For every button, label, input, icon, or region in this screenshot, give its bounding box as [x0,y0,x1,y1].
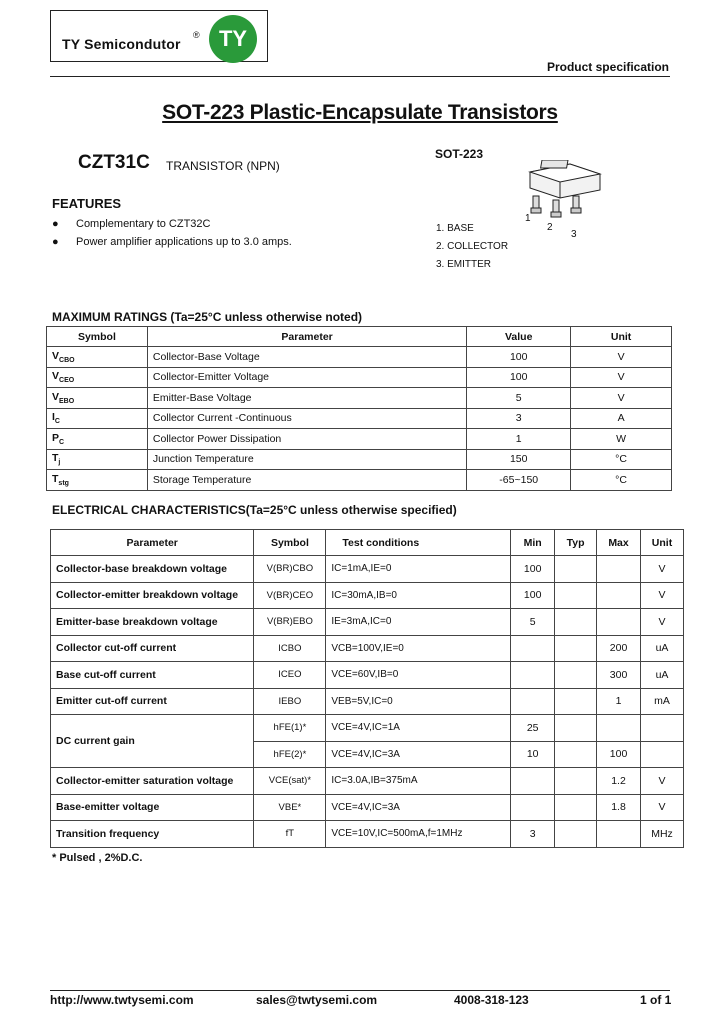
unit-cell: mA [641,688,684,715]
max-cell [597,556,641,583]
col-header: Max [597,530,641,556]
parameter-cell: Collector-emitter breakdown voltage [51,582,254,609]
typ-cell [555,609,597,636]
parameter-cell: Storage Temperature [147,470,466,491]
parameter-cell: Collector-emitter saturation voltage [51,768,254,795]
parameter-cell: Emitter cut-off current [51,688,254,715]
unit-cell: V [641,609,684,636]
footer-divider [50,990,670,991]
symbol-cell: VCE(sat)* [254,768,326,795]
value-cell: 1 [467,429,571,450]
symbol-cell: V(BR)CBO [254,556,326,583]
symbol-cell [47,449,148,470]
max-cell: 300 [597,662,641,689]
table-row [51,821,684,848]
condition-cell: IE=3mA,IC=0 [326,609,511,636]
symbol-cell: fT [254,821,326,848]
header-divider [50,76,670,77]
value-cell: -65~150 [467,470,571,491]
typ-cell [555,715,597,742]
table-row [51,688,684,715]
condition-cell: VEB=5V,IC=0 [326,688,511,715]
unit-cell: V [571,367,672,388]
footer-email-link[interactable]: sales@twtysemi.com [256,993,378,1007]
table-header-row [51,530,684,556]
min-cell: 100 [511,556,555,583]
condition-cell: VCE=10V,IC=500mA,f=1MHz [326,821,511,848]
max-cell: 1 [597,688,641,715]
symbol-cell: IEBO [254,688,326,715]
min-cell [511,768,555,795]
table-row [51,582,684,609]
symbol-cell: hFE(2)* [254,741,326,768]
footer-page-number: 1 of 1 [640,993,672,1007]
symbol-cell [47,347,148,368]
unit-cell: V [641,582,684,609]
col-header: Min [511,530,555,556]
condition-cell: VCB=100V,IE=0 [326,635,511,662]
parameter-cell: Collector cut-off current [51,635,254,662]
col-header: Symbol [47,327,148,347]
min-cell [511,635,555,662]
value-cell: 3 [467,408,571,429]
max-cell [597,582,641,609]
bullet-icon: ● [52,236,59,248]
unit-cell: A [571,408,672,429]
symbol-cell [47,388,148,409]
footer-phone: 4008-318-123 [454,993,529,1007]
condition-cell: IC=1mA,IE=0 [326,556,511,583]
min-cell: 25 [511,715,555,742]
max-ratings-heading: MAXIMUM RATINGS (Ta=25°C unless otherwise noted) [52,310,363,324]
condition-cell: VCE=4V,IC=1A [326,715,511,742]
max-cell [597,821,641,848]
symbol-subscript: C [54,418,60,426]
symbol-cell [47,408,148,429]
symbol-text: T [52,452,59,465]
typ-cell [555,635,597,662]
electrical-heading: ELECTRICAL CHARACTERISTICS(Ta=25°C unless otherwise specified) [52,503,457,517]
symbol-subscript: CBO [59,356,75,364]
symbol-text: T [52,472,59,485]
typ-cell [555,556,597,583]
table-row [51,794,684,821]
typ-cell [555,768,597,795]
table-row [51,768,684,795]
table-row [51,609,684,636]
symbol-cell: V(BR)EBO [254,609,326,636]
value-cell: 150 [467,449,571,470]
document-title: SOT-223 Plastic-Encapsulate Transistors [162,101,558,124]
parameter-cell: Base-emitter voltage [51,794,254,821]
parameter-cell: Collector-Emitter Voltage [147,367,466,388]
max-ratings-table [46,326,672,491]
parameter-cell: Collector-Base Voltage [147,347,466,368]
table-row [51,556,684,583]
typ-cell [555,821,597,848]
parameter-cell: Base cut-off current [51,662,254,689]
symbol-text: P [52,431,60,444]
footer-website-link[interactable]: http://www.twtysemi.com [50,993,194,1007]
symbol-text: V [52,370,60,383]
pin-number-1: 1 [525,213,531,224]
electrical-table [50,529,684,848]
unit-cell: V [641,556,684,583]
feature-item [52,218,211,230]
typ-cell [555,741,597,768]
unit-cell: V [641,794,684,821]
typ-cell [555,688,597,715]
parameter-cell: Emitter-Base Voltage [147,388,466,409]
min-cell: 100 [511,582,555,609]
parameter-cell: Collector Power Dissipation [147,429,466,450]
table-row [51,715,684,742]
symbol-cell [47,367,148,388]
max-cell: 1.2 [597,768,641,795]
unit-cell: V [641,768,684,795]
min-cell [511,688,555,715]
unit-cell: °C [571,449,672,470]
unit-cell: uA [641,635,684,662]
col-header: Test conditions [326,530,511,556]
table-row [51,635,684,662]
min-cell: 10 [511,741,555,768]
table-row [47,388,672,409]
parameter-cell: Junction Temperature [147,449,466,470]
pulsed-note: * Pulsed , 2%D.C. [52,852,143,864]
part-type: TRANSISTOR (NPN) [166,159,280,173]
typ-cell [555,582,597,609]
value-cell: 100 [467,367,571,388]
value-cell: 100 [467,347,571,368]
table-row [47,408,672,429]
features-heading: FEATURES [52,196,122,211]
condition-cell: VCE=4V,IC=3A [326,741,511,768]
unit-cell: V [571,347,672,368]
company-name: TY Semicondutor [62,36,181,52]
unit-cell [641,741,684,768]
pin-label-base: 1. BASE [436,223,474,234]
col-header: Parameter [147,327,466,347]
symbol-cell: V(BR)CEO [254,582,326,609]
company-logo: TY [209,15,257,63]
symbol-text: I [52,411,55,424]
parameter-cell: Collector Current -Continuous [147,408,466,429]
unit-cell: V [571,388,672,409]
parameter-cell: Emitter-base breakdown voltage [51,609,254,636]
symbol-subscript: EBO [59,397,75,405]
min-cell [511,662,555,689]
col-header: Value [467,327,571,347]
symbol-subscript: j [58,459,61,467]
unit-cell: °C [571,470,672,491]
symbol-cell: ICBO [254,635,326,662]
unit-cell [641,715,684,742]
max-cell: 1.8 [597,794,641,821]
symbol-cell [47,470,148,491]
table-row [47,347,672,368]
product-spec-label: Product specification [546,60,669,74]
symbol-cell: ICEO [254,662,326,689]
min-cell: 3 [511,821,555,848]
table-row [51,662,684,689]
parameter-cell: Transition frequency [51,821,254,848]
symbol-text: V [52,390,60,403]
typ-cell [555,662,597,689]
sot223-package-drawing [520,160,610,240]
pin-number-3: 3 [571,229,577,240]
unit-cell: MHz [641,821,684,848]
col-header: Unit [641,530,684,556]
symbol-text: V [52,349,60,362]
col-header: Unit [571,327,672,347]
feature-text: Power amplifier applications up to 3.0 amps. [76,236,292,248]
max-cell: 200 [597,635,641,662]
symbol-cell [47,429,148,450]
feature-text: Complementary to CZT32C [76,218,211,230]
package-label: SOT-223 [435,147,484,161]
typ-cell [555,794,597,821]
table-header-row [47,327,672,347]
max-cell: 100 [597,741,641,768]
bullet-icon: ● [52,218,59,230]
parameter-cell: Collector-base breakdown voltage [51,556,254,583]
symbol-cell: VBE* [254,794,326,821]
condition-cell: VCE=4V,IC=3A [326,794,511,821]
table-row [47,449,672,470]
part-number: CZT31C [78,152,150,173]
table-row [47,429,672,450]
symbol-subscript: C [59,438,65,446]
min-cell: 5 [511,609,555,636]
pin-label-emitter: 3. EMITTER [436,259,492,270]
condition-cell: VCE=60V,IB=0 [326,662,511,689]
max-cell [597,609,641,636]
unit-cell: uA [641,662,684,689]
table-row [47,470,672,491]
max-cell [597,715,641,742]
unit-cell: W [571,429,672,450]
feature-item [52,236,292,248]
condition-cell: IC=3.0A,IB=375mA [326,768,511,795]
symbol-subscript: CEO [59,377,75,385]
value-cell: 5 [467,388,571,409]
registered-mark: ® [193,30,200,40]
col-header: Typ [555,530,597,556]
col-header: Symbol [254,530,326,556]
pin-label-collector: 2. COLLECTOR [436,241,509,252]
min-cell [511,794,555,821]
symbol-subscript: stg [58,479,69,487]
parameter-cell: DC current gain [51,715,254,768]
col-header: Parameter [51,530,254,556]
condition-cell: IC=30mA,IB=0 [326,582,511,609]
symbol-cell: hFE(1)* [254,715,326,742]
pin-number-2: 2 [547,222,553,233]
table-row [47,367,672,388]
